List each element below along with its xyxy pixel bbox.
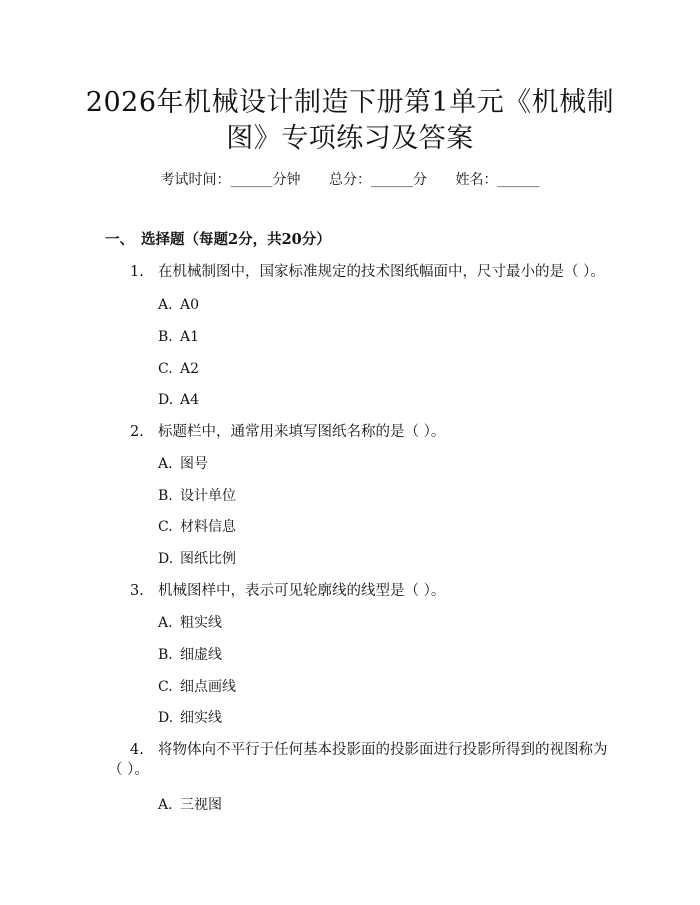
exam-name: 姓名：______ — [455, 172, 540, 188]
question-number: 4. — [130, 742, 144, 758]
option-3a: A. 粗实线 — [158, 615, 222, 631]
option-1d: D. A4 — [158, 392, 200, 408]
question-1 — [130, 262, 605, 282]
option-2d: D. 图纸比例 — [158, 551, 236, 567]
document-title-line-2: 图》专项练习及答案 — [226, 123, 474, 154]
option-3d: D. 细实线 — [158, 710, 222, 726]
option-2b: B. 设计单位 — [158, 488, 236, 504]
question-text: 在机械制图中，国家标准规定的技术图纸幅面中，尺寸最小的是（ ）。 — [158, 264, 605, 280]
question-2 — [130, 422, 445, 442]
option-1b: B. A1 — [158, 329, 200, 345]
option-3c: C. 细点画线 — [158, 679, 236, 695]
question-number: 3. — [130, 583, 144, 599]
option-1c: C. A2 — [158, 361, 200, 377]
question-number: 2. — [130, 424, 144, 440]
section-number: 一、 — [105, 231, 134, 248]
exam-score: 总分：______分 — [329, 172, 427, 188]
question-number: 1. — [130, 264, 144, 280]
document-title-line-1: 2026年机械设计制造下册第1单元《机械制 — [85, 87, 615, 118]
question-3 — [130, 581, 445, 601]
option-4a: A. 三视图 — [158, 797, 222, 813]
option-2c: C. 材料信息 — [158, 519, 236, 535]
question-text: 标题栏中，通常用来填写图纸名称的是（ ）。 — [158, 424, 446, 440]
section-title: 选择题（每题2分，共20分） — [141, 231, 331, 248]
question-4 — [108, 740, 608, 780]
exam-meta — [0, 170, 700, 190]
section-heading — [105, 230, 331, 250]
question-text: 将物体向不平行于任何基本投影面的投影面进行投影所得到的视图称为（ ）。 — [108, 742, 608, 778]
option-2a: A. 图号 — [158, 456, 208, 472]
exam-time: 考试时间：______分钟 — [160, 172, 301, 188]
option-3b: B. 细虚线 — [158, 647, 222, 663]
question-text: 机械图样中，表示可见轮廓线的线型是（ ）。 — [158, 583, 446, 599]
option-1a: A. A0 — [158, 297, 200, 313]
